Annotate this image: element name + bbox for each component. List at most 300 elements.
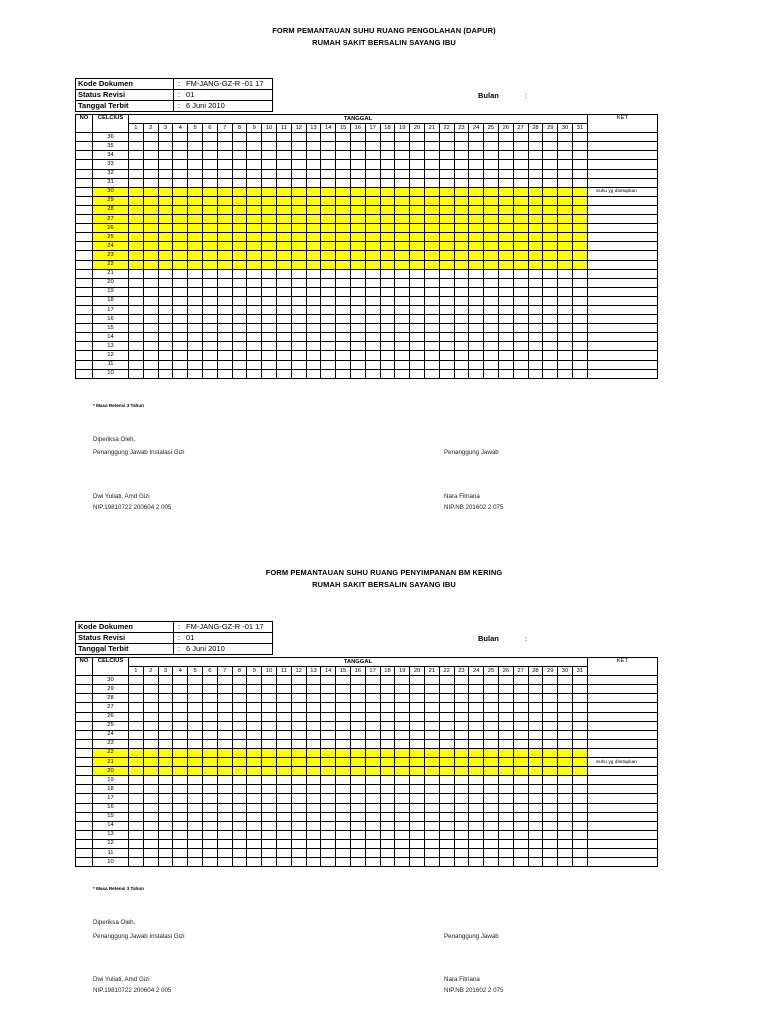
reading-cell (232, 685, 247, 694)
reading-cell (380, 730, 395, 739)
reading-cell (454, 739, 469, 748)
reading-cell (173, 685, 188, 694)
ket-cell (587, 703, 657, 712)
form-title: FORM PEMANTAUAN SUHU RUANG PENYIMPANAN BM KERING (265, 568, 503, 577)
reading-cell (395, 776, 410, 785)
reading-cell (202, 694, 217, 703)
day-number: 17 (365, 667, 380, 676)
reading-cell (188, 839, 203, 848)
reading-cell (188, 748, 203, 757)
reading-cell (129, 839, 144, 848)
reading-cell (572, 812, 587, 821)
reading-cell (276, 694, 291, 703)
reading-cell (558, 739, 573, 748)
reading-cell (276, 803, 291, 812)
reading-cell (380, 685, 395, 694)
reading-cell (395, 848, 410, 857)
reading-cell (380, 721, 395, 730)
reading-cell (469, 830, 484, 839)
reading-cell (232, 776, 247, 785)
reading-cell (572, 821, 587, 830)
reading-cell (410, 848, 425, 857)
reading-cell (202, 794, 217, 803)
reading-cell (336, 739, 351, 748)
reading-cell (291, 721, 306, 730)
temperature-value: 26 (93, 712, 129, 721)
reading-cell (410, 685, 425, 694)
reading-cell (247, 685, 262, 694)
reading-cell (129, 821, 144, 830)
reading-cell (528, 776, 543, 785)
reading-cell (498, 739, 513, 748)
temperature-value: 24 (93, 242, 129, 251)
reading-cell (558, 676, 573, 685)
ket-cell (587, 739, 657, 748)
reading-cell (173, 858, 188, 867)
reading-cell (558, 848, 573, 857)
reading-cell (217, 739, 232, 748)
reading-cell (380, 830, 395, 839)
reading-cell (158, 758, 173, 767)
reading-cell (306, 685, 321, 694)
reading-cell (365, 794, 380, 803)
meta-colon: : (174, 644, 185, 655)
day-number: 12 (291, 124, 306, 133)
reading-cell (572, 794, 587, 803)
reading-cell (543, 730, 558, 739)
row-no-cell (76, 776, 93, 785)
reading-cell (262, 748, 277, 757)
day-number: 10 (262, 667, 277, 676)
reading-cell (558, 730, 573, 739)
reading-cell (247, 721, 262, 730)
reading-cell (291, 803, 306, 812)
temperature-value: 17 (93, 305, 129, 314)
day-number: 8 (232, 667, 247, 676)
reading-cell (129, 767, 144, 776)
reading-cell (484, 794, 499, 803)
temperature-value: 19 (93, 776, 129, 785)
reading-cell (202, 703, 217, 712)
reading-cell (247, 858, 262, 867)
reading-cell (276, 794, 291, 803)
reading-cell (395, 703, 410, 712)
ket-cell (587, 821, 657, 830)
reading-cell (543, 794, 558, 803)
meta-row (76, 644, 273, 655)
reading-cell (410, 739, 425, 748)
no-header: NO (76, 115, 93, 133)
reading-cell (439, 821, 454, 830)
meta-value: FM-JANG-GZ-R -01 17 (184, 79, 273, 90)
reading-cell (484, 758, 499, 767)
day-number: 2 (143, 124, 158, 133)
reading-cell (395, 767, 410, 776)
day-number: 14 (321, 667, 336, 676)
reading-cell (572, 712, 587, 721)
meta-label: Tanggal Terbit (76, 644, 174, 655)
reading-cell (321, 721, 336, 730)
reading-cell (528, 730, 543, 739)
reading-cell (262, 785, 277, 794)
reading-cell (232, 803, 247, 812)
reading-cell (188, 767, 203, 776)
reading-cell (498, 848, 513, 857)
reading-cell (247, 812, 262, 821)
row-no-cell (76, 839, 93, 848)
bulan-label: Bulan (478, 91, 499, 100)
reading-cell (380, 794, 395, 803)
row-no-cell (76, 685, 93, 694)
reading-cell (291, 821, 306, 830)
reading-cell (276, 712, 291, 721)
reading-cell (306, 848, 321, 857)
reading-cell (143, 712, 158, 721)
reading-cell (395, 748, 410, 757)
reading-cell (528, 748, 543, 757)
temperature-value: 13 (93, 830, 129, 839)
reading-cell (173, 812, 188, 821)
reading-cell (350, 694, 365, 703)
temperature-value: 10 (93, 858, 129, 867)
reading-cell (513, 794, 528, 803)
left-signer-name: Dwi Yuliati, Amd Gizi (93, 976, 150, 983)
reading-cell (173, 748, 188, 757)
reading-cell (528, 848, 543, 857)
reading-cell (217, 794, 232, 803)
reading-cell (143, 721, 158, 730)
day-number: 21 (424, 667, 439, 676)
reading-cell (291, 812, 306, 821)
left-signer-nip: NIP.19810722 200604 2 005 (93, 987, 172, 994)
reading-cell (454, 712, 469, 721)
reading-cell (558, 812, 573, 821)
reading-cell (380, 848, 395, 857)
reading-cell (158, 703, 173, 712)
reading-cell (439, 739, 454, 748)
temperature-row (76, 776, 658, 785)
reading-cell (217, 821, 232, 830)
reading-cell (558, 712, 573, 721)
reading-cell (129, 748, 144, 757)
reading-cell (543, 830, 558, 839)
day-number: 24 (469, 124, 484, 133)
reading-cell (173, 694, 188, 703)
meta-colon: : (174, 79, 185, 90)
reading-cell (262, 848, 277, 857)
reading-cell (291, 758, 306, 767)
reading-cell (410, 858, 425, 867)
ket-header: KET (587, 658, 657, 676)
meta-colon: : (174, 633, 185, 644)
reading-cell (306, 748, 321, 757)
reading-cell (276, 721, 291, 730)
reading-cell (173, 830, 188, 839)
reading-cell (217, 812, 232, 821)
reading-cell (498, 785, 513, 794)
reading-cell (439, 803, 454, 812)
temperature-value: 19 (93, 287, 129, 296)
reading-cell (454, 767, 469, 776)
reading-cell (410, 767, 425, 776)
temperature-value: 14 (93, 821, 129, 830)
ket-cell (587, 694, 657, 703)
right-signer-name: Nara Fitriana (444, 493, 480, 500)
temperature-value: 29 (93, 685, 129, 694)
reading-cell (543, 839, 558, 848)
reading-cell (469, 858, 484, 867)
reading-cell (424, 730, 439, 739)
reading-cell (173, 821, 188, 830)
reading-cell (543, 803, 558, 812)
reading-cell (247, 758, 262, 767)
day-number: 5 (188, 667, 203, 676)
reading-cell (380, 758, 395, 767)
reading-cell (498, 685, 513, 694)
temperature-row (76, 712, 658, 721)
reading-cell (129, 830, 144, 839)
day-number: 26 (498, 667, 513, 676)
reading-cell (498, 694, 513, 703)
reading-cell (350, 739, 365, 748)
reading-cell (543, 676, 558, 685)
reading-cell (439, 767, 454, 776)
reading-cell (365, 721, 380, 730)
reading-cell (276, 830, 291, 839)
reading-cell (558, 767, 573, 776)
reading-cell (306, 758, 321, 767)
reading-cell (395, 676, 410, 685)
reading-cell (321, 812, 336, 821)
day-number: 23 (454, 124, 469, 133)
reading-cell (469, 812, 484, 821)
left-signer-role: Penanggung Jawab Instalasi Gizi (93, 449, 185, 456)
reading-cell (365, 685, 380, 694)
reading-cell (232, 748, 247, 757)
reading-cell (276, 730, 291, 739)
reading-cell (572, 676, 587, 685)
reading-cell (424, 685, 439, 694)
reading-cell (558, 785, 573, 794)
temperature-value: 22 (93, 260, 129, 269)
reading-cell (454, 785, 469, 794)
reading-cell (350, 712, 365, 721)
temperature-row (76, 830, 658, 839)
reading-cell (217, 730, 232, 739)
reading-cell (262, 685, 277, 694)
right-signer-name: Nara Fitriana (444, 976, 480, 983)
reading-cell (158, 685, 173, 694)
reading-cell (350, 839, 365, 848)
reading-cell (188, 812, 203, 821)
reading-cell (291, 767, 306, 776)
reading-cell (543, 785, 558, 794)
reading-cell (498, 676, 513, 685)
reading-cell (217, 721, 232, 730)
reading-cell (454, 803, 469, 812)
temperature-value: 21 (93, 269, 129, 278)
reading-cell (188, 821, 203, 830)
reading-cell (410, 748, 425, 757)
reading-cell (410, 694, 425, 703)
reading-cell (513, 685, 528, 694)
meta-value: FM-JANG-GZ-R -01 17 (184, 622, 273, 633)
temperature-row (76, 703, 658, 712)
no-header: NO (76, 658, 93, 676)
reading-cell (558, 839, 573, 848)
reading-cell (439, 712, 454, 721)
reading-cell (410, 821, 425, 830)
meta-value: 6 Juni 2010 (184, 644, 273, 655)
reading-cell (498, 767, 513, 776)
left-signer-name: Dwi Yuliati, Amd Gizi (93, 493, 150, 500)
reading-cell (202, 821, 217, 830)
temperature-row (76, 839, 658, 848)
reading-cell (291, 694, 306, 703)
reading-cell (424, 785, 439, 794)
reading-cell (498, 748, 513, 757)
reading-cell (202, 803, 217, 812)
temperature-value: 30 (93, 187, 129, 196)
reading-cell (350, 767, 365, 776)
reading-cell (262, 721, 277, 730)
day-number: 7 (217, 124, 232, 133)
reading-cell (232, 703, 247, 712)
reading-cell (424, 739, 439, 748)
day-number: 25 (484, 124, 499, 133)
row-no-cell (76, 758, 93, 767)
reading-cell (439, 676, 454, 685)
day-number: 6 (202, 667, 217, 676)
reading-cell (380, 839, 395, 848)
row-no-cell (76, 812, 93, 821)
reading-cell (572, 730, 587, 739)
reading-cell (543, 858, 558, 867)
reading-cell (247, 739, 262, 748)
reading-cell (365, 703, 380, 712)
reading-cell (158, 730, 173, 739)
reading-cell (202, 712, 217, 721)
row-no-cell (76, 848, 93, 857)
reading-cell (173, 703, 188, 712)
reading-cell (484, 830, 499, 839)
reading-cell (350, 785, 365, 794)
reading-cell (410, 758, 425, 767)
temperature-value: 34 (93, 151, 129, 160)
retention-note: * Masa Retensi 3 Tahun (93, 886, 144, 891)
reading-cell (129, 712, 144, 721)
reading-cell (129, 694, 144, 703)
reading-cell (558, 858, 573, 867)
reading-cell (350, 803, 365, 812)
reading-cell (232, 758, 247, 767)
day-number: 8 (232, 124, 247, 133)
reading-cell (558, 694, 573, 703)
day-number: 16 (350, 667, 365, 676)
reading-cell (291, 794, 306, 803)
reading-cell (572, 848, 587, 857)
ket-cell (587, 848, 657, 857)
reading-cell (129, 785, 144, 794)
row-no-cell (76, 858, 93, 867)
reading-cell (439, 839, 454, 848)
reading-cell (202, 685, 217, 694)
reading-cell (158, 794, 173, 803)
reading-cell (262, 794, 277, 803)
reading-cell (321, 785, 336, 794)
reading-cell (454, 776, 469, 785)
celcius-header: CELCIUS (93, 115, 129, 133)
reading-cell (143, 703, 158, 712)
reading-cell (528, 703, 543, 712)
reading-cell (513, 730, 528, 739)
reading-cell (350, 858, 365, 867)
reading-cell (158, 858, 173, 867)
reading-cell (321, 848, 336, 857)
temperature-value: 31 (93, 178, 129, 187)
reading-cell (217, 848, 232, 857)
ket-cell (587, 748, 657, 757)
reading-cell (336, 694, 351, 703)
reading-cell (543, 767, 558, 776)
row-no-cell (76, 794, 93, 803)
checked-by-label: Diperiksa Oleh, (93, 919, 136, 926)
reading-cell (365, 858, 380, 867)
reading-cell (439, 758, 454, 767)
checked-by-label: Diperiksa Oleh, (93, 436, 136, 443)
reading-cell (380, 712, 395, 721)
reading-cell (276, 812, 291, 821)
reading-cell (528, 767, 543, 776)
reading-cell (365, 712, 380, 721)
reading-cell (232, 785, 247, 794)
reading-cell (365, 676, 380, 685)
ket-cell (587, 830, 657, 839)
reading-cell (558, 685, 573, 694)
reading-cell (365, 730, 380, 739)
reading-cell (217, 776, 232, 785)
temperature-row (76, 758, 658, 767)
temperature-value: 29 (93, 196, 129, 205)
reading-cell (321, 830, 336, 839)
reading-cell (395, 858, 410, 867)
reading-cell (558, 821, 573, 830)
reading-cell (262, 776, 277, 785)
reading-cell (158, 712, 173, 721)
retention-note: * Masa Retensi 3 Tahun (93, 403, 144, 408)
reading-cell (336, 676, 351, 685)
reading-cell (558, 830, 573, 839)
reading-cell (188, 803, 203, 812)
reading-cell (143, 685, 158, 694)
reading-cell (380, 776, 395, 785)
reading-cell (129, 848, 144, 857)
reading-cell (572, 758, 587, 767)
reading-cell (217, 685, 232, 694)
reading-cell (321, 685, 336, 694)
reading-cell (276, 821, 291, 830)
reading-cell (513, 712, 528, 721)
reading-cell (424, 839, 439, 848)
celcius-header: CELCIUS (93, 658, 129, 676)
reading-cell (365, 739, 380, 748)
reading-cell (143, 812, 158, 821)
reading-cell (262, 803, 277, 812)
temperature-value: 35 (93, 142, 129, 151)
reading-cell (336, 730, 351, 739)
reading-cell (247, 848, 262, 857)
temperature-value: 11 (93, 848, 129, 857)
